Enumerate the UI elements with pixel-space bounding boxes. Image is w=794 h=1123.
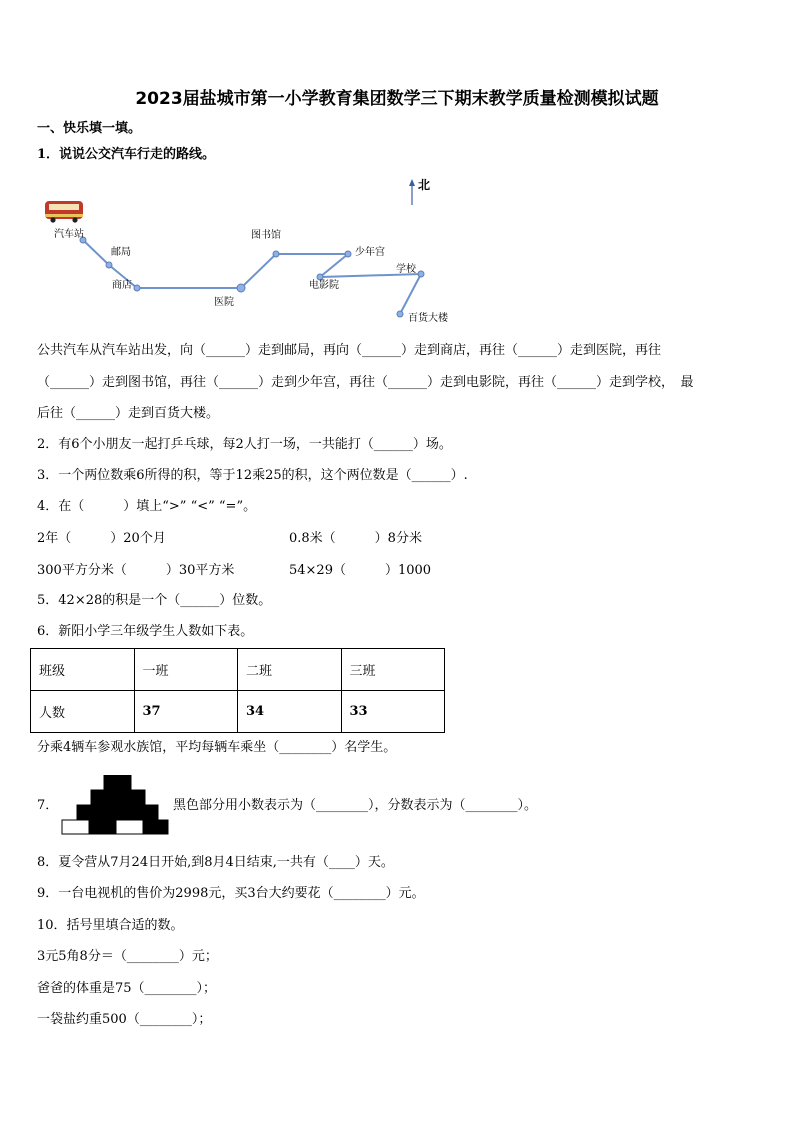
question-8: 8．夏令营从7月24日开始,到8月4日结束,一共有（____）天。 — [37, 855, 394, 870]
question-7-number: 7． — [37, 798, 59, 813]
stop-dot — [106, 262, 112, 268]
question-10-item-2: 爸爸的体重是75（________）； — [37, 981, 217, 996]
stop-dot — [237, 284, 245, 292]
question-5: 5．42×28的积是一个（______）位数。 — [37, 593, 272, 608]
question-1-line-1: 公共汽车从汽车站出发，向（______）走到邮局，再向（______）走到商店，再往（______）走到医院，再往 — [37, 343, 662, 358]
question-10-prompt: 10．括号里填合适的数。 — [37, 918, 184, 933]
stop-dot — [418, 271, 424, 277]
table-row — [31, 691, 445, 733]
place-youth-palace: 少年宫 — [355, 247, 385, 258]
table-row — [31, 649, 445, 691]
question-4-item-4: 54×29（ ）1000 — [289, 563, 432, 578]
table-cell: 37 — [134, 691, 238, 733]
stop-dot — [345, 251, 351, 257]
question-6-tail: 分乘4辆车参观水族馆，平均每辆车乘坐（________）名学生。 — [37, 740, 397, 755]
question-7-text: 黑色部分用小数表示为（________），分数表示为（________）。 — [173, 798, 538, 813]
north-arrow-icon — [409, 179, 415, 205]
place-school: 学校 — [396, 264, 416, 275]
table-cell: 班级 — [31, 649, 135, 691]
stop-dot — [134, 285, 140, 291]
stop-dot — [397, 311, 403, 317]
table-cell: 33 — [341, 691, 445, 733]
bus-icon — [45, 201, 83, 223]
place-department-store: 百货大楼 — [408, 313, 448, 324]
student-count-table — [30, 648, 445, 733]
place-hospital: 医院 — [214, 297, 234, 308]
place-library: 图书馆 — [251, 230, 281, 241]
table-cell: 34 — [238, 691, 342, 733]
place-post-office: 邮局 — [111, 247, 131, 258]
question-1-prompt: 1．说说公交汽车行走的路线。 — [37, 147, 216, 162]
table-cell: 二班 — [238, 649, 342, 691]
section-heading: 一、快乐填一填。 — [37, 121, 142, 136]
question-4-item-3: 300平方分米（ ）30平方米 — [37, 563, 235, 578]
page-title: 2023届盐城市第一小学教育集团数学三下期末教学质量检测模拟试题 — [135, 89, 659, 109]
table-cell: 一班 — [134, 649, 238, 691]
question-2: 2．有6个小朋友一起打乒乓球，每2人打一场，一共能打（______）场。 — [37, 437, 452, 452]
question-6-prompt: 6．新阳小学三年级学生人数如下表。 — [37, 624, 254, 639]
place-cinema: 电影院 — [309, 280, 339, 291]
question-10-item-1: 3元5角8分＝（________）元； — [37, 949, 218, 964]
place-shop: 商店 — [112, 280, 132, 291]
stop-dot — [273, 251, 279, 257]
question-4-prompt: 4．在（ ）填上“>” “<” “=”。 — [37, 499, 257, 514]
question-4-item-2: 0.8米（ ）8分米 — [289, 531, 422, 546]
question-10-item-3: 一袋盐约重500（________）； — [37, 1012, 212, 1027]
question-9: 9．一台电视机的售价为2998元，买3台大约要花（________）元。 — [37, 886, 425, 901]
place-bus-station: 汽车站 — [54, 229, 84, 240]
question-4-item-1: 2年（ ）20个月 — [37, 531, 166, 546]
north-label: 北 — [418, 178, 431, 192]
question-3: 3．一个两位数乘6所得的积，等于12乘25的积，这个两位数是（______）. — [37, 468, 468, 483]
table-cell: 人数 — [31, 691, 135, 733]
question-1-line-3: 后往（______）走到百货大楼。 — [37, 406, 220, 421]
table-cell: 三班 — [341, 649, 445, 691]
question-1-line-2: （______）走到图书馆，再往（______）走到少年宫，再往（______）走到电影院，再往（______）走到学校， 最 — [37, 375, 694, 390]
shaded-blocks-figure — [60, 775, 170, 835]
